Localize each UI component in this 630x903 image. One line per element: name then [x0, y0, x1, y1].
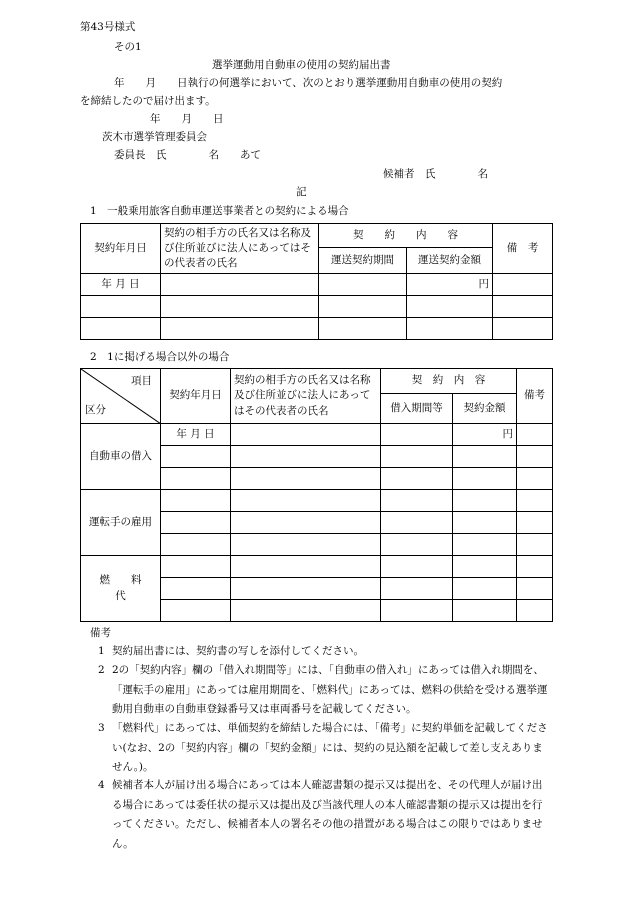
- t2-header-contract: 契 約 内 容: [381, 369, 517, 394]
- t2-header-party: 契約の相手方の氏名又は名称及び住所並びに法人にあってはその代表者の氏名: [231, 369, 381, 424]
- section-2-heading: 2 1に掲げる場合以外の場合: [90, 351, 230, 363]
- t1-header-amount: 運送契約金額: [407, 248, 493, 274]
- note-text: 2の「契約内容」欄の「借入れ期間等」には、「自動車の借入れ」にあっては借入れ期間を、「運転手の雇用」にあっては雇用期間を、「燃料代」にあっては、燃料の供給を受ける選挙運動用自動車の自動車登録番号又は車両番号を記載してください。: [112, 664, 548, 715]
- document-title: 選挙運動用自動車の使用の契約届出書: [212, 59, 391, 71]
- candidate-name-line: 候補者 氏 名: [383, 168, 488, 180]
- note-item: [98, 776, 552, 854]
- t2-category-vehicle: 自動車の借入: [81, 424, 161, 490]
- form-sub-number: その1: [114, 41, 142, 53]
- table-row: [81, 296, 553, 318]
- t2-header-amount: 契約金額: [453, 394, 517, 424]
- t2-header-date: 契約年月日: [161, 369, 231, 424]
- notes-heading: 備考: [90, 627, 111, 639]
- note-text: 候補者本人が届け出る場合にあっては本人確認書類の提示又は提出を、その代理人が届け出る場合にあっては委任状の提示又は提出及び当該代理人の本人確認書類の提示又は提出を行ってください。ただし、候補者本人の署名その他の措置がある場合はこの限りではありません。: [112, 779, 543, 850]
- t1-header-period: 運送契約期間: [319, 248, 407, 274]
- submission-date: 年 月 日: [150, 113, 224, 125]
- t2-header-remarks: 備考: [517, 369, 553, 424]
- t1-row-date: 年 月 日: [81, 274, 161, 296]
- note-number: 2: [98, 664, 105, 676]
- t1-header-remarks: 備 考: [493, 224, 553, 274]
- t1-header-date: 契約年月日: [81, 224, 161, 274]
- t2-header-period: 借入期間等: [381, 394, 453, 424]
- table-row: [81, 556, 553, 578]
- t1-header-party: 契約の相手方の氏名又は名称及び住所並びに法人にあってはその代表者の氏名: [161, 224, 319, 274]
- table-row: [81, 490, 553, 512]
- note-number: 1: [98, 645, 105, 657]
- intro-line-2: を締結したので届け出ます。: [80, 95, 216, 107]
- note-number: 3: [98, 722, 105, 734]
- intro-line-1: 年 月 日執行の何選挙において、次のとおり選挙運動用自動車の使用の契約: [114, 77, 503, 89]
- chair-name-line: 委員長 氏 名 あて: [114, 149, 261, 161]
- note-item: [98, 719, 552, 778]
- t2-row-date: 年 月 日: [161, 424, 231, 446]
- t1-row-yen: 円: [407, 274, 493, 296]
- t2-corner-cell: [81, 369, 161, 424]
- t1-header-contract: 契 約 内 容: [319, 224, 493, 248]
- table-row: [81, 424, 553, 446]
- table-row: [81, 318, 553, 340]
- t2-category-fuel: 燃 料 代: [81, 556, 161, 622]
- t2-row-yen: 円: [453, 424, 517, 446]
- ki-mark: 記: [296, 186, 307, 198]
- table-row: [81, 274, 553, 296]
- table-section-1: [80, 223, 553, 340]
- t2-category-driver: 運転手の雇用: [81, 490, 161, 556]
- note-item: [98, 642, 552, 662]
- note-text: 契約届出書には、契約書の写しを添付してください。: [112, 645, 364, 657]
- note-number: 4: [98, 779, 105, 791]
- t2-corner-bottom: 区分: [85, 403, 106, 416]
- section-1-heading: 1 一般乗用旅客自動車運送事業者との契約による場合: [90, 205, 349, 217]
- addressee: 茨木市選挙管理委員会: [102, 131, 207, 143]
- note-item: [98, 661, 552, 720]
- table-section-2: [80, 368, 553, 622]
- t2-corner-top: 項目: [131, 375, 152, 387]
- note-text: 「燃料代」にあっては、単価契約を締結した場合には、「備考」に契約単価を記載してください(なお、2の「契約内容」欄の「契約金額」には、契約の見込額を記載して差し支えありません。)。: [112, 722, 548, 773]
- form-number: 第43号様式: [80, 21, 136, 33]
